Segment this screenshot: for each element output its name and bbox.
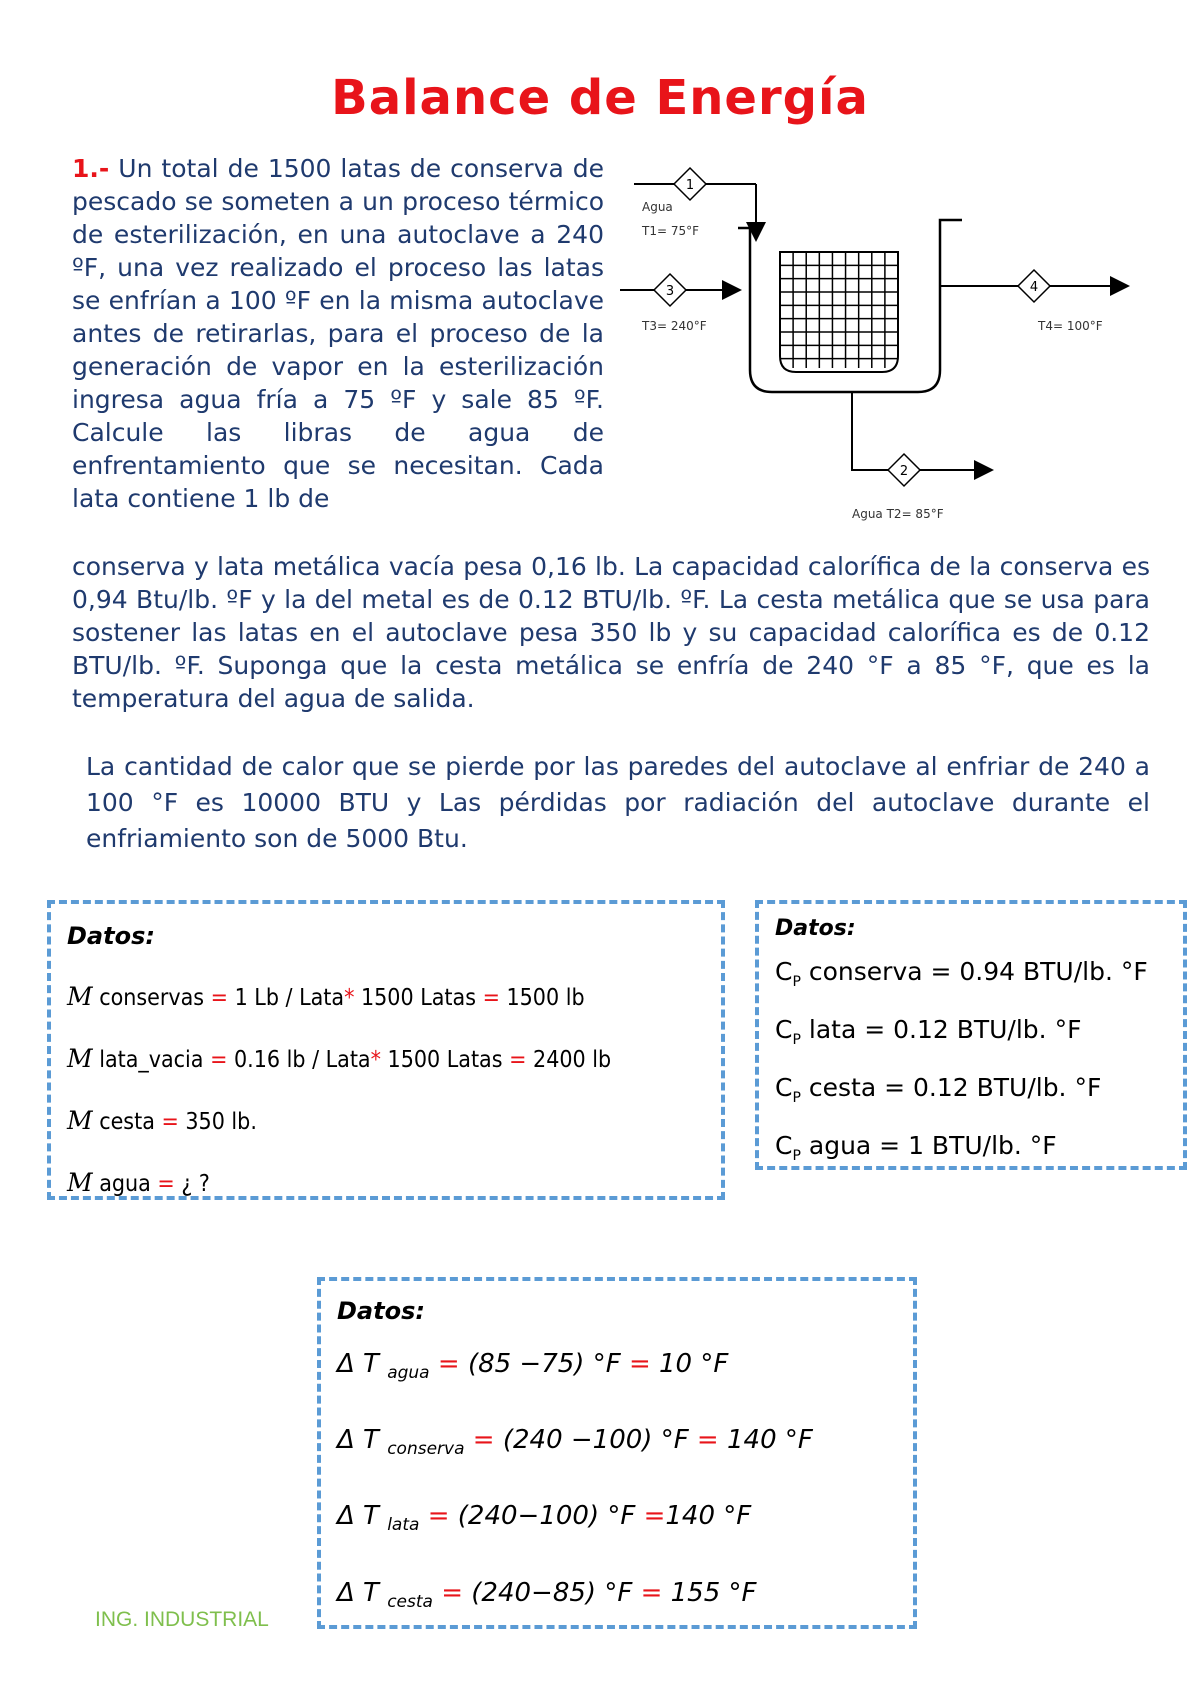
stream-1-node bbox=[674, 168, 706, 200]
mass-row-lata-vacia: M lata_vacia = 0.16 lb / Lata* 1500 Latas = 2400 lb bbox=[67, 1044, 612, 1073]
svg-text:4: 4 bbox=[1029, 280, 1039, 295]
cp-row-conserva: $C_P$ conserva = 0.94 BTU/lb. °F bbox=[775, 957, 1148, 990]
problem-text-extra: La cantidad de calor que se pierde por las paredes del autoclave al enfriar de 240 a 100 °F es 10000 BTU y Las pérdidas por radiación del autoclave durante el enfriamiento son de 5000 Btu. bbox=[86, 752, 1150, 853]
problem-text-full: conserva y lata metálica vacía pesa 0,16 lb. La capacidad calorífica de la conserva es 0,94 Btu/lb. ºF y la del metal es de 0.12 BTU/lb. ºF. La cesta metálica que se usa para sostener las latas en el autoclave pesa 350 lb y su capacidad calorífica es de 0.12 BTU/lb. ºF. Suponga que la cesta metálica se enfría de 240 °F a 85 °F, que es la temperatura del agua de salida. bbox=[72, 552, 1150, 713]
label-t3: T3= 240°F bbox=[642, 319, 707, 333]
data-box-delta-t bbox=[317, 1277, 917, 1629]
delta-row-lata: Δ T $_{lata}$ = (240−100) °F =140 °F bbox=[337, 1501, 752, 1536]
stream-4-node bbox=[1018, 270, 1050, 302]
problem-text-side bbox=[72, 152, 604, 515]
problem-text-side-body: Un total de 1500 latas de conserva de pescado se someten a un proceso térmico de esterilización, en una autoclave a 240 ºF, una vez realizado el proceso las latas se enfrían a 100 ºF en la misma autoclave antes de retirarlas, para el proceso de la generación de vapor en la esterilización ingresa agua fría a 75 ºF y sale 85 ºF. Calcule las libras de agua de enfrentamiento que se necesitan. Cada lata contiene 1 lb de bbox=[72, 154, 605, 513]
problem-number: 1.- bbox=[72, 154, 110, 183]
stream-2-node bbox=[888, 454, 920, 486]
cp-row-agua: $C_P$ agua = 1 BTU/lb. °F bbox=[775, 1131, 1057, 1164]
svg-text:2: 2 bbox=[899, 464, 909, 479]
page-title: Balance de Energía bbox=[331, 70, 869, 126]
box1-header: Datos: bbox=[67, 922, 155, 950]
mass-row-agua: M agua = ¿ ? bbox=[67, 1168, 210, 1197]
label-t1: T1= 75°F bbox=[642, 224, 700, 238]
svg-text:3: 3 bbox=[665, 284, 675, 299]
cp-row-cesta: $C_P$ cesta = 0.12 BTU/lb. °F bbox=[775, 1073, 1102, 1106]
basket-grid bbox=[780, 252, 898, 372]
delta-row-conserva: Δ T $_{conserva}$ = (240 −100) °F = 140 °F bbox=[337, 1425, 813, 1460]
data-box-heat-capacities bbox=[755, 900, 1187, 1170]
box2-header: Datos: bbox=[775, 916, 856, 941]
label-t2: Agua T2= 85°F bbox=[852, 507, 944, 521]
delta-row-cesta: Δ T $_{cesta}$ = (240−85) °F = 155 °F bbox=[337, 1577, 757, 1612]
footer-label: ING. INDUSTRIAL bbox=[95, 1608, 269, 1631]
label-t4: T4= 100°F bbox=[1038, 319, 1103, 333]
label-agua-in: Agua bbox=[642, 200, 673, 214]
box3-header: Datos: bbox=[337, 1297, 425, 1325]
data-box-masses bbox=[47, 900, 725, 1200]
delta-row-agua: Δ T $_{agua}$ = (85 −75) °F = 10 °F bbox=[337, 1349, 729, 1384]
mass-row-cesta: M cesta = 350 lb. bbox=[67, 1106, 257, 1135]
svg-text:1: 1 bbox=[685, 178, 695, 193]
stream-3-node bbox=[654, 274, 686, 306]
mass-row-conservas: M conservas = 1 Lb / Lata* 1500 Latas = 1500 lb bbox=[67, 982, 585, 1011]
cp-row-lata: $C_P$ lata = 0.12 BTU/lb. °F bbox=[775, 1015, 1082, 1048]
autoclave-diagram bbox=[620, 160, 1140, 540]
